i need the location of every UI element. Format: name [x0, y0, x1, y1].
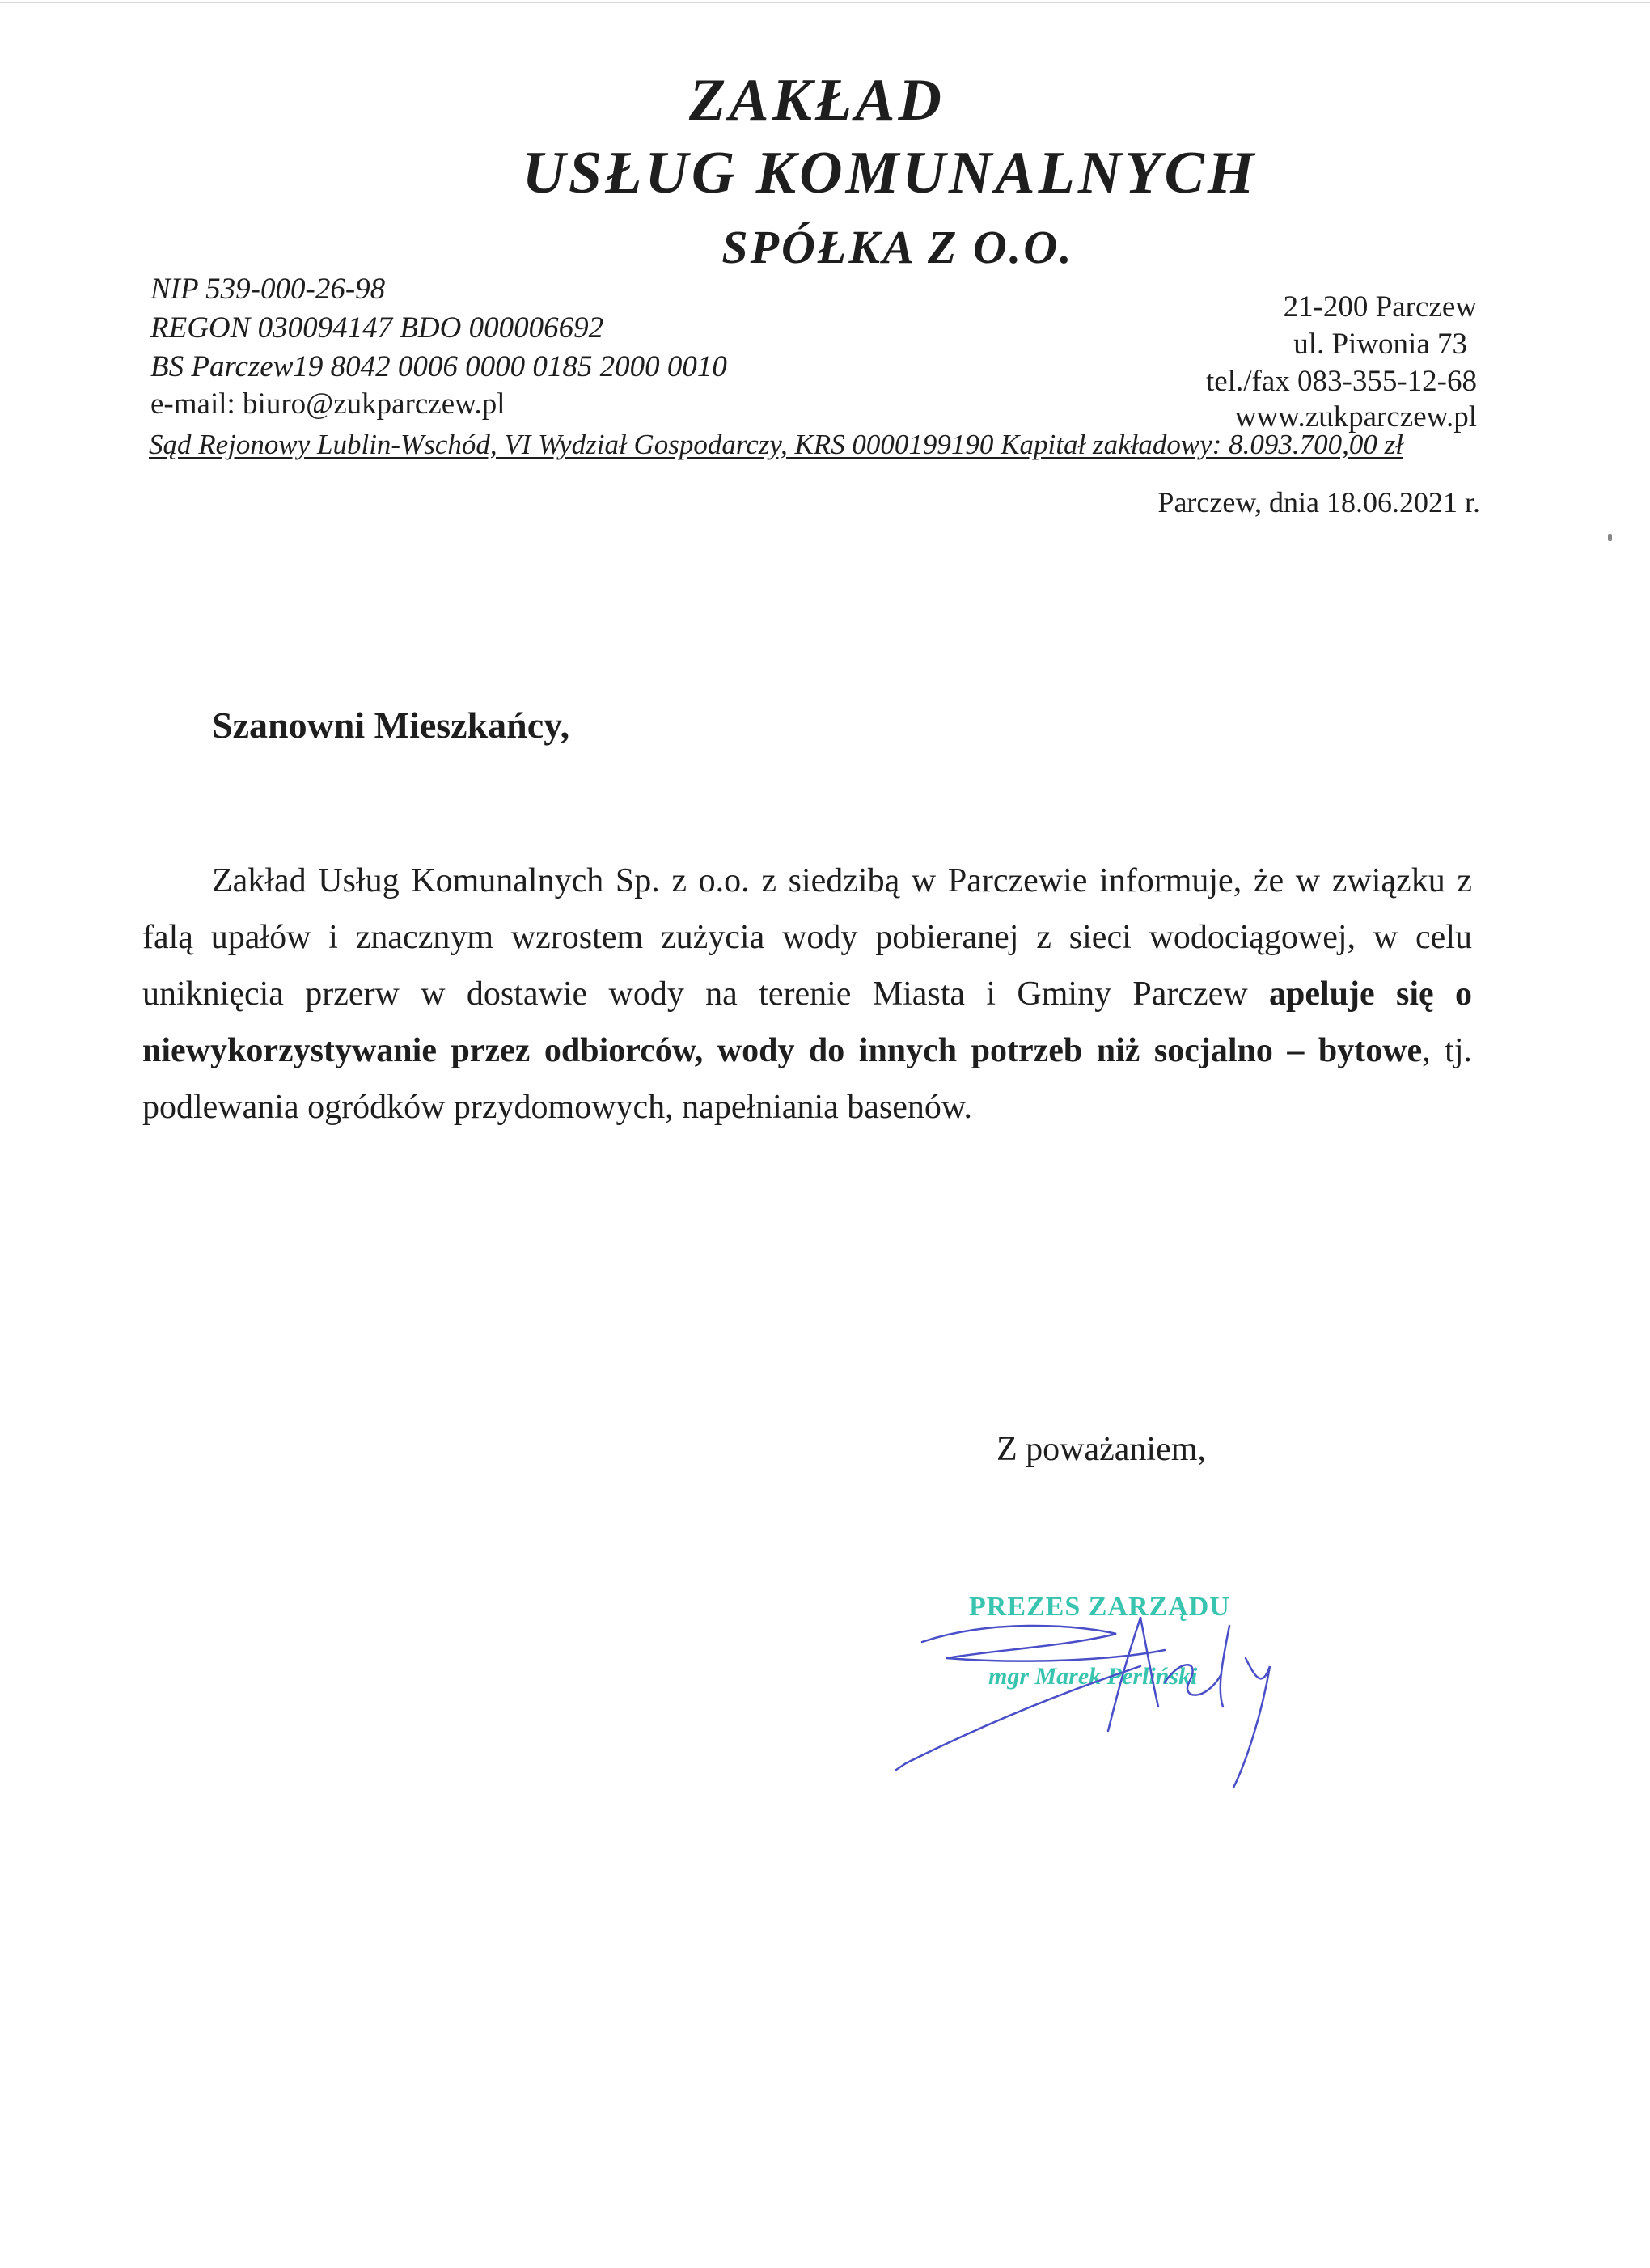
scan-edge-line: [0, 2, 1650, 3]
scan-speck: [1608, 534, 1612, 541]
stamp-name: mgr Marek Perliński: [988, 1663, 1198, 1690]
court-registration: Sąd Rejonowy Lublin-Wschód, VI Wydział Gospodarczy, KRS 0000199190 Kapitał zakładowy: 8.093.700,00 zł: [149, 429, 1403, 460]
stamp-title: PREZES ZARZĄDU: [969, 1592, 1230, 1622]
company-name-line-1: ZAKŁAD: [689, 67, 945, 133]
company-name-line-3: SPÓŁKA Z O.O.: [721, 221, 1074, 273]
regon-bdo-numbers: REGON 030094147 BDO 000006692: [150, 311, 604, 345]
company-name-line-2: USŁUG KOMUNALNYCH: [522, 140, 1258, 206]
body-appeal-bold: apeluje się o niewykorzystywanie przez odbiorców, wody do innych potrzeb niż socjalno – bytowe: [142, 975, 1473, 1069]
address-city: 21-200 Parczew: [1283, 290, 1477, 324]
website: www.zukparczew.pl: [1234, 400, 1477, 434]
phone-fax: tel./fax 083-355-12-68: [1206, 365, 1477, 398]
email-address: e-mail: biuro@zukparczew.pl: [150, 387, 506, 421]
nip-number: NIP 539-000-26-98: [150, 273, 386, 306]
address-street: ul. Piwonia 73: [1293, 328, 1467, 361]
greeting: Szanowni Mieszkańcy,: [212, 705, 570, 746]
handwritten-signature: [874, 1569, 1294, 1812]
body-text-end: , tj. podlewania ogródków przydomowych, napełniania basenów.: [142, 1032, 1472, 1126]
body-text-intro: Zakład Usług Komunalnych Sp. z o.o. z siedzibą w Parczewie informuje, że w związku z falą upałów i znacznym wzrostem zużycia wody pobieranej z sieci wodociągowej, w celu uniknięcia przerw w dostawie wody na terenie Miasta i Gminy Parczew: [142, 862, 1472, 1013]
bank-account: BS Parczew19 8042 0006 0000 0185 2000 0010: [150, 350, 727, 383]
letter-body: [142, 853, 1472, 1136]
letter-date: Parczew, dnia 18.06.2021 r.: [1157, 486, 1480, 518]
closing-phrase: Z poważaniem,: [996, 1431, 1206, 1468]
body-paragraph: [142, 853, 1472, 1136]
